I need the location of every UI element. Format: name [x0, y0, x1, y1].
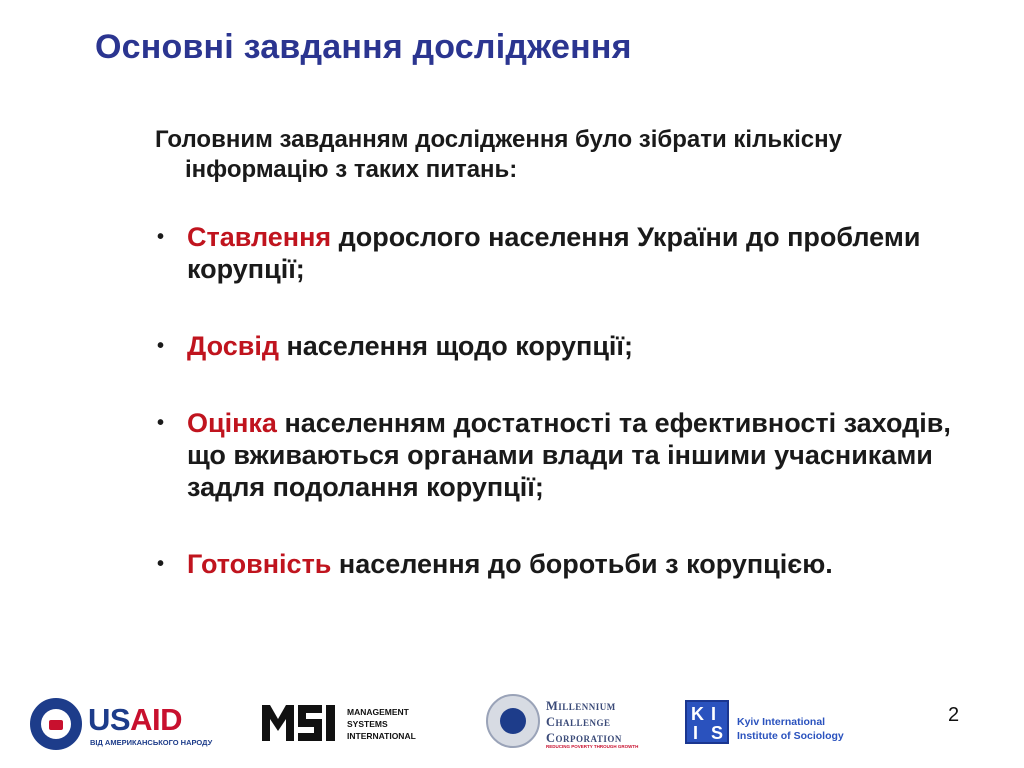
bullet-keyword: Досвід	[187, 331, 279, 361]
list-item	[155, 221, 955, 285]
bullet-text: населення щодо корупції;	[278, 331, 634, 361]
bullet-icon: •	[157, 553, 165, 575]
usaid-subtitle: ВІД АМЕРИКАНСЬКОГО НАРОДУ	[90, 738, 213, 747]
list-item	[155, 548, 955, 580]
usaid-seal-icon	[30, 698, 82, 750]
page-number: 2	[948, 704, 960, 726]
mcc-seal-icon	[486, 694, 540, 748]
bullet-icon: •	[157, 335, 165, 357]
objectives-list	[155, 221, 955, 580]
bullet-text: населення до боротьби з корупцією.	[331, 549, 833, 579]
msi-logo	[262, 700, 442, 750]
bullet-icon: •	[157, 226, 165, 248]
intro-paragraph: Головним завданням дослідження було зібрати кількісну інформацію з таких питань:	[155, 126, 842, 183]
bullet-text: дорослого населення України до проблеми корупції;	[187, 222, 921, 284]
mcc-name: Millennium Challenge Corporation	[546, 699, 622, 745]
slide-content	[155, 125, 955, 580]
list-item	[155, 407, 955, 503]
mcc-logo	[486, 692, 656, 754]
bullet-icon: •	[157, 412, 165, 434]
bullet-keyword: Готовність	[187, 549, 332, 579]
bullet-keyword: Ставлення	[187, 222, 332, 252]
kiis-name: Kyiv International Institute of Sociology	[737, 716, 844, 742]
list-item	[155, 330, 955, 362]
kiis-logo	[685, 700, 875, 750]
msi-mark-icon	[262, 705, 342, 741]
bullet-text: населенням достатності та ефективності заходів, що вживаються органами влади та іншими учасниками задля подолання корупції;	[187, 408, 951, 502]
slide-title: Основні завдання дослідження	[95, 28, 632, 66]
usaid-logo	[30, 694, 215, 750]
usaid-wordmark: USAID	[88, 702, 182, 737]
sponsor-logos-footer	[0, 690, 1024, 760]
mcc-tagline: REDUCING POVERTY THROUGH GROWTH	[546, 744, 639, 749]
msi-name: MANAGEMENT SYSTEMS INTERNATIONAL	[347, 707, 416, 741]
kiis-mark-icon: K I I S	[685, 700, 729, 744]
bullet-keyword: Оцінка	[187, 408, 277, 438]
